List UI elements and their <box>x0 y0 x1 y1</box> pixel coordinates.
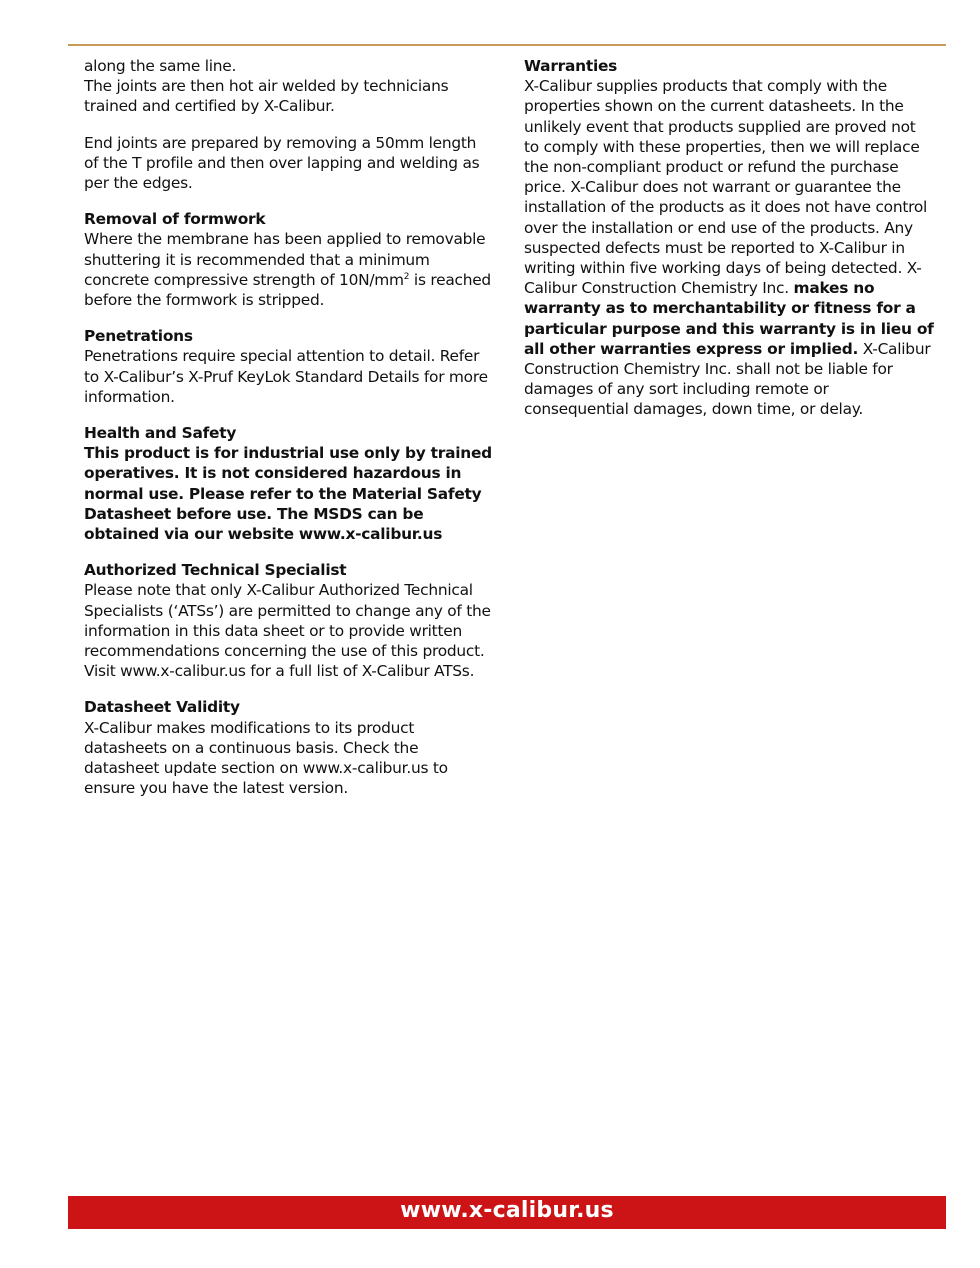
penetrations-heading: Penetrations <box>84 327 193 346</box>
authorized-specialist-section <box>84 560 494 681</box>
removal-of-formwork-heading: Removal of formwork <box>84 210 266 229</box>
superscript-2: 2 <box>403 271 410 282</box>
warranties-heading: Warranties <box>524 57 618 75</box>
removal-text-after: is reached before the formwork is stripped. <box>84 270 491 310</box>
warranties-text <box>524 76 934 419</box>
removal-of-formwork-section <box>84 209 494 310</box>
intro-line-2: The joints are then hot air welded by technicians trained and certified by X-Calibur. <box>84 77 449 116</box>
health-and-safety-text: This product is for industrial use only by trained operatives. It is not considered hazardous in normal use. Please refer to the Material Safety Datasheet before use. The MSDS can be obtained via our website www.x-calibur.us <box>84 444 492 544</box>
intro-line-1: along the same line. <box>84 57 237 75</box>
health-and-safety-heading: Health and Safety <box>84 424 237 443</box>
end-joints-block <box>84 133 494 194</box>
footer-bar <box>68 1196 946 1229</box>
authorized-specialist-text: Please note that only X-Calibur Authorized Technical Specialists (‘ATSs’) are permitted to change any of the information in this data sheet or to provide written recommendations concerning the use of this product. Visit www.x-calibur.us for a full list of X-Calibur ATSs. <box>84 581 491 681</box>
authorized-specialist-heading: Authorized Technical Specialist <box>84 561 347 580</box>
warranties-text-part-2: X-Calibur Construction Chemistry Inc. shall not be liable for damages of any sort including remote or consequential damages, down time, or delay. <box>524 339 931 419</box>
warranties-disclaimer-bold: makes no warranty as to merchantability or fitness for a particular purpose and this warranty is in lieu of all other warranties express or implied. <box>524 279 934 358</box>
datasheet-validity-text: X-Calibur makes modifications to its product datasheets on a continuous basis. Check the datasheet update section on www.x-calibur.us to ensure you have the latest version. <box>84 718 448 798</box>
footer-website-link[interactable]: www.x-calibur.us <box>400 1198 614 1223</box>
datasheet-validity-section <box>84 697 494 798</box>
right-column <box>524 56 934 436</box>
left-column <box>84 56 494 815</box>
end-joints-text: End joints are prepared by removing a 50mm length of the T profile and then over lapping and welding as per the edges. <box>84 133 480 193</box>
removal-of-formwork-text <box>84 229 494 310</box>
penetrations-text: Penetrations require special attention to detail. Refer to X-Calibur’s X-Pruf KeyLok Standard Details for more information. <box>84 347 488 406</box>
penetrations-section <box>84 326 494 407</box>
warranties-text-part-1: X-Calibur supplies products that comply with the properties shown on the current datasheets. In the unlikely event that products supplied are proved not to comply with these properties, then we will replace the non-compliant product or refund the purchase price. X-Calibur does not warrant or guarantee the installation of the products as it does not have control over the installation or end use of the products. Any suspected defects must be reported to X-Calibur in writing within five working days of being detected. X-Calibur Construction Chemistry Inc. <box>524 77 928 298</box>
datasheet-validity-heading: Datasheet Validity <box>84 698 240 717</box>
intro-block <box>84 56 494 117</box>
removal-text-before: Where the membrane has been applied to removable shuttering it is recommended that a minimum concrete compressive strength of 10N/mm <box>84 230 486 289</box>
top-divider <box>68 44 946 46</box>
health-and-safety-section <box>84 423 494 544</box>
warranties-section <box>524 56 934 420</box>
